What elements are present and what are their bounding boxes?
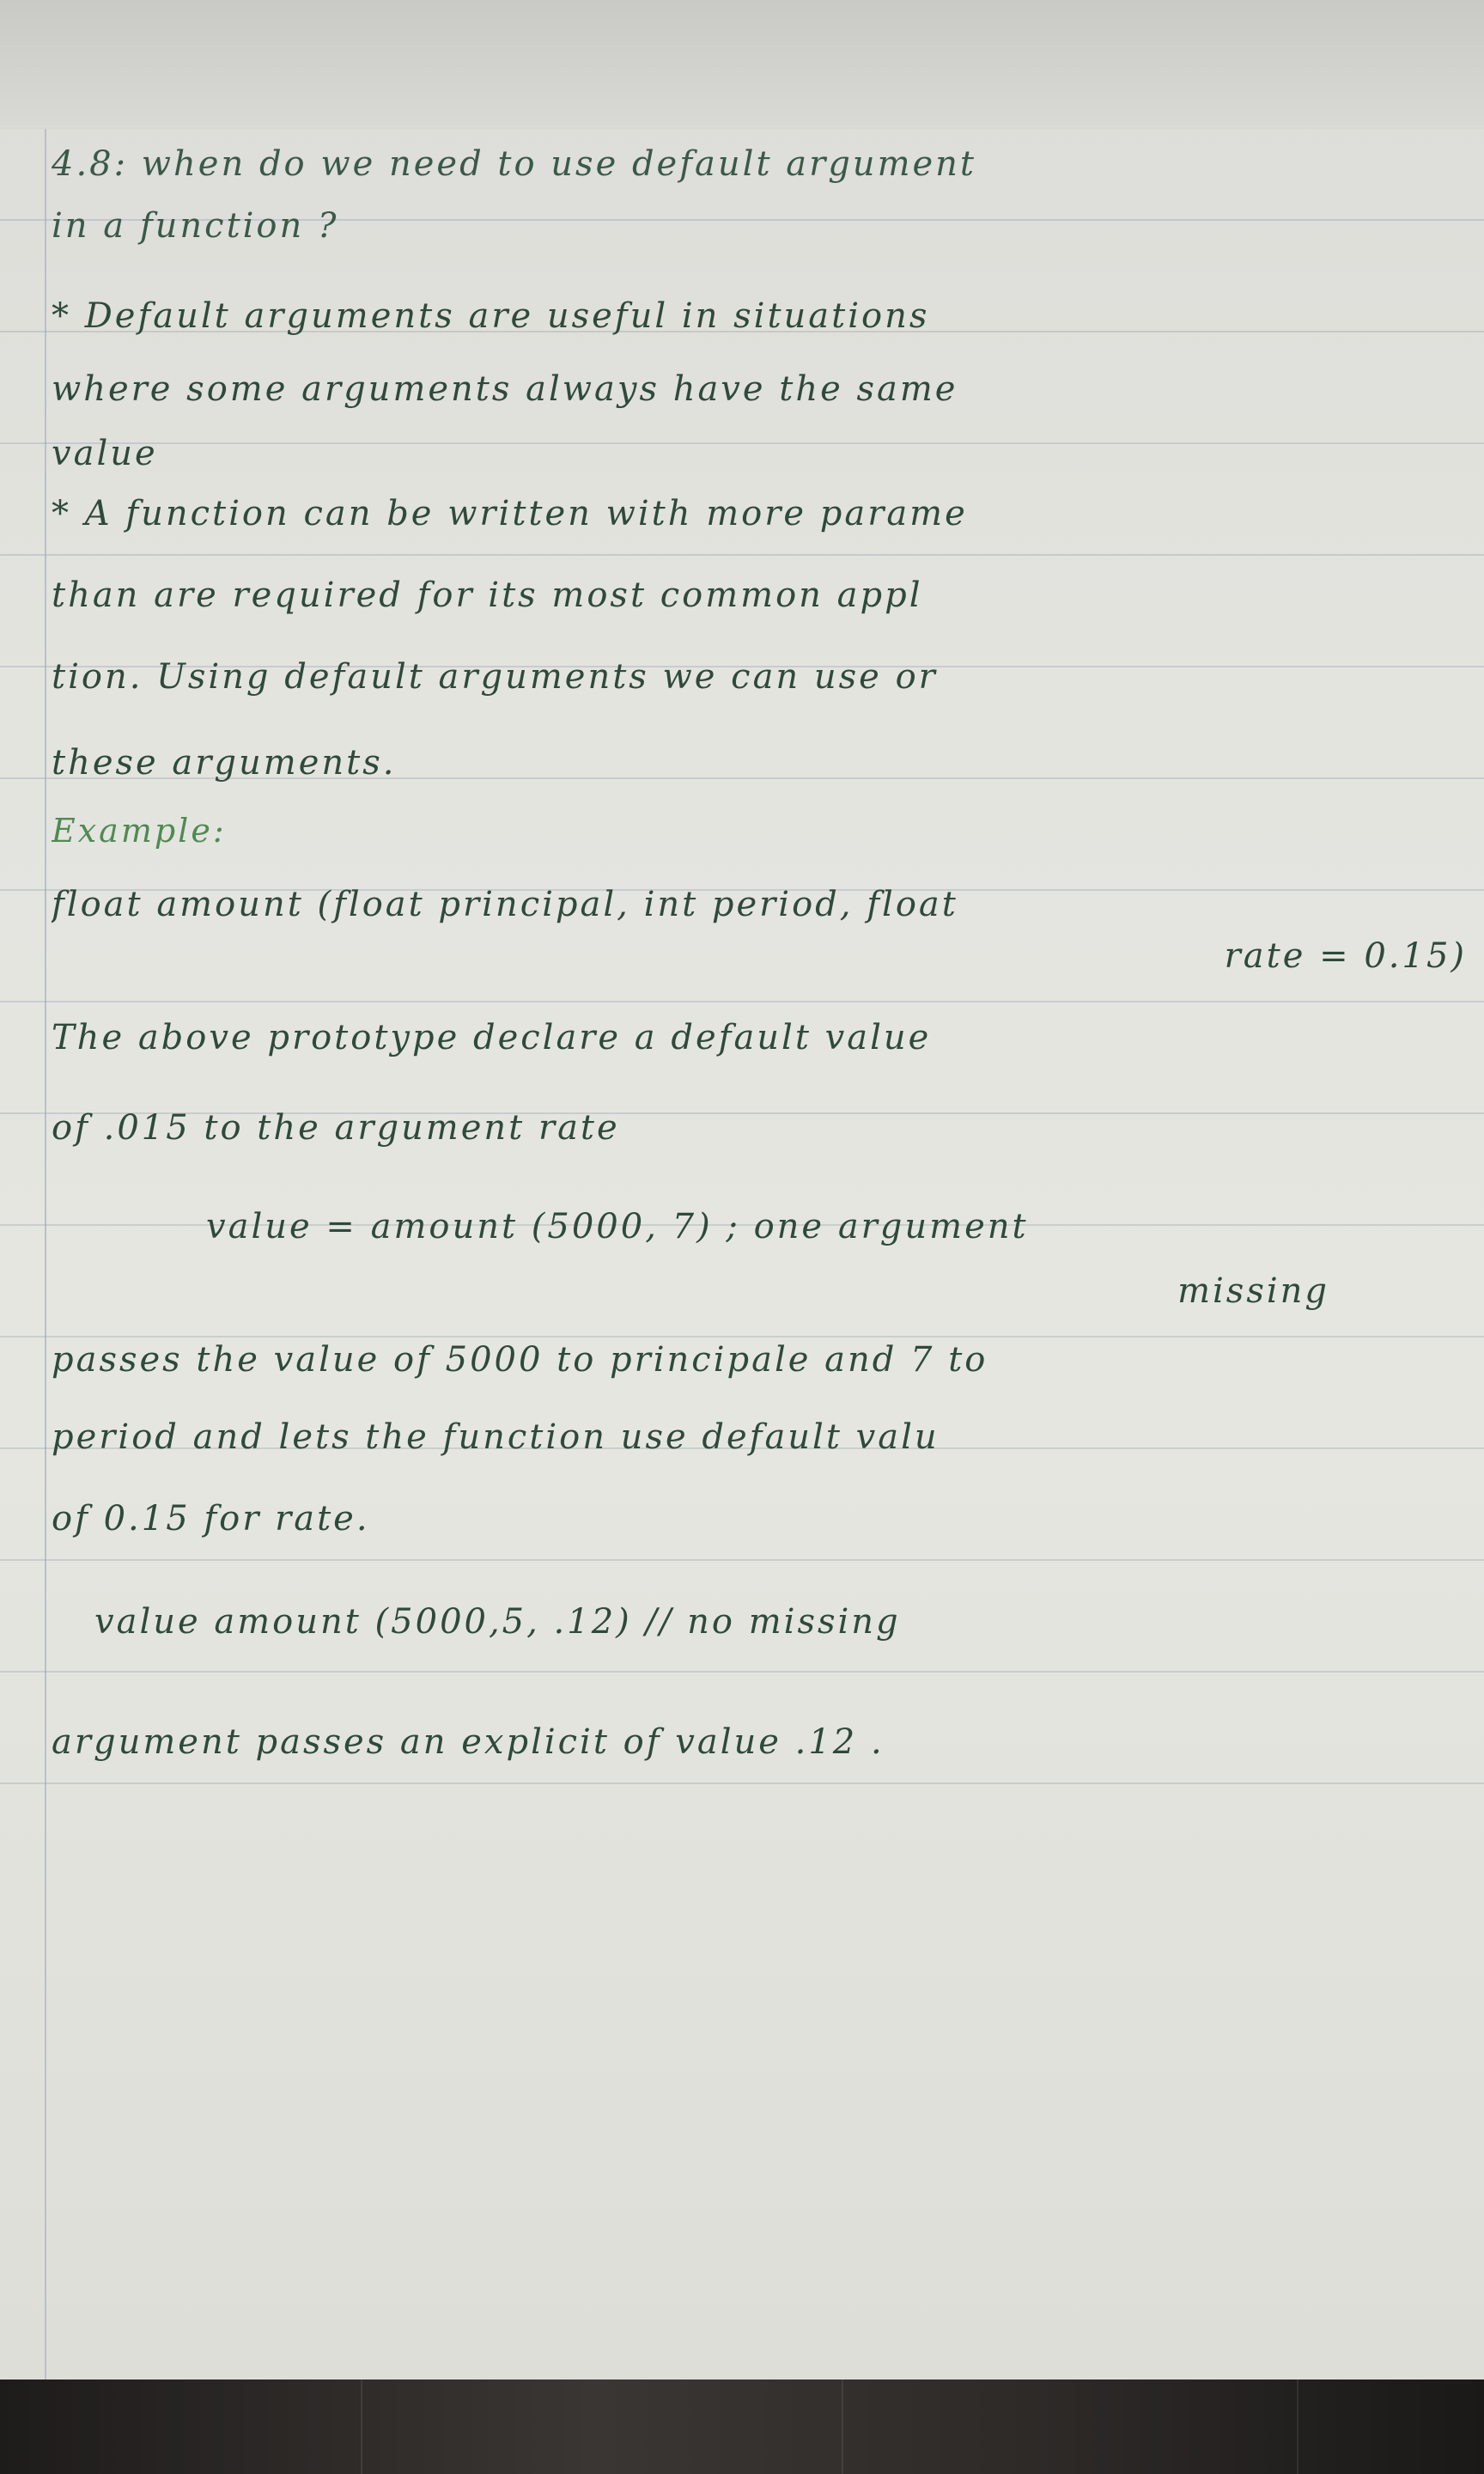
answer-line: * Default arguments are useful in situations <box>52 296 930 336</box>
call-example-2: value amount (5000,5, .12) // no missing <box>94 1602 901 1642</box>
example-label: Example: <box>52 812 227 850</box>
explanation-line-2: period and lets the function use default valu <box>52 1417 940 1457</box>
ruled-line <box>0 1671 1484 1673</box>
ruled-line <box>0 554 1484 556</box>
answer-line: than are required for its most common appl <box>52 576 923 615</box>
explanation-line-3: of 0.15 for rate. <box>52 1499 370 1539</box>
call-example-1-note: missing <box>1177 1271 1329 1311</box>
ruled-line <box>0 1782 1484 1784</box>
answer-line: where some arguments always have the same <box>52 369 958 409</box>
prototype-line-2: rate = 0.15) <box>1224 936 1467 976</box>
prototype-line-1: float amount (float principal, int period, float <box>52 885 958 924</box>
description-line-2: of .015 to the argument rate <box>52 1108 620 1148</box>
ruled-line <box>0 1559 1484 1561</box>
answer-line: these arguments. <box>52 743 397 783</box>
answer-line: * A function can be written with more parame <box>52 494 968 533</box>
table-plank-seam <box>361 2380 362 2474</box>
call-example-1: value = amount (5000, 7) ; one argument <box>206 1207 1029 1246</box>
answer-line: value <box>52 434 158 473</box>
margin-line <box>45 129 46 2380</box>
question-line-2: in a function ? <box>52 206 339 246</box>
question-line-1: 4.8: when do we need to use default argument <box>52 144 976 184</box>
explanation-line-4: argument passes an explicit of value .12 . <box>52 1722 885 1762</box>
table-plank-seam <box>1297 2380 1298 2474</box>
page-top-edge <box>0 0 1484 129</box>
description-line-1: The above prototype declare a default value <box>52 1018 932 1057</box>
answer-line: tion. Using default arguments we can use or <box>52 657 938 697</box>
table-plank-seam <box>842 2380 843 2474</box>
explanation-line-1: passes the value of 5000 to principale and 7 to <box>52 1340 988 1380</box>
ruled-line <box>0 1001 1484 1002</box>
ruled-line <box>0 1336 1484 1338</box>
wooden-table-background <box>0 2380 1484 2474</box>
